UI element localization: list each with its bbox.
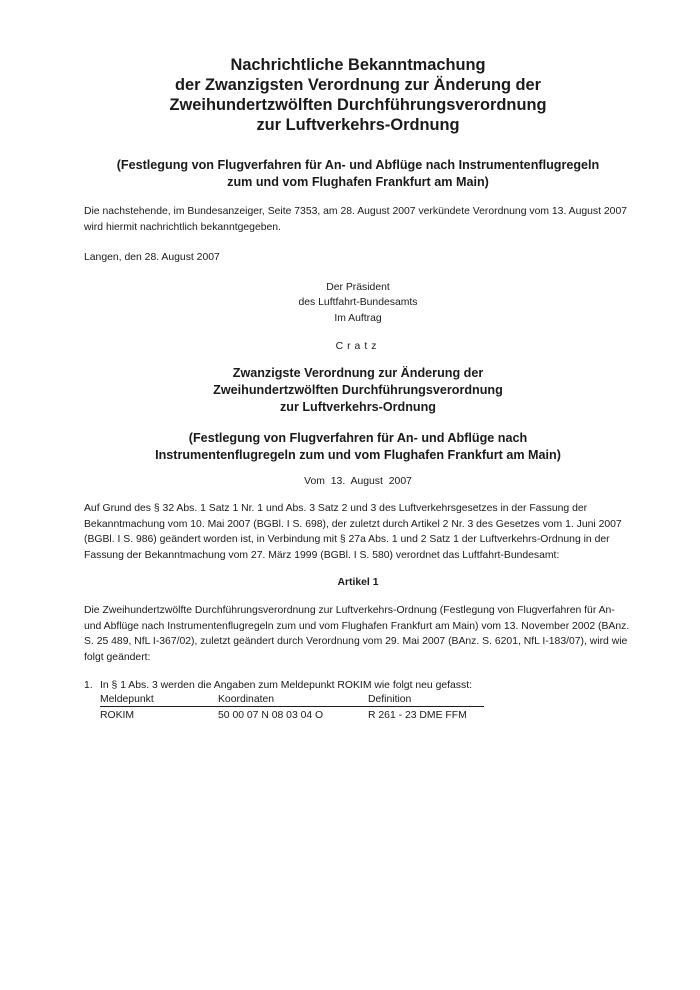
decree-title [84,365,632,416]
decree-title-line: zur Luftverkehrs-Ordnung [279,400,437,414]
signature-line: Der Präsident [326,281,390,293]
signature-line: des Luftfahrt-Bundesamts [298,297,418,308]
signature-line: Im Auftrag [334,312,382,324]
announcement-title [84,55,632,135]
preamble-paragraph: Auf Grund des § 32 Abs. 1 Satz 1 Nr. 1 und Abs. 3 Satz 2 und 3 des Luftverkehrsgesetzes in der Fassung der Bekanntmachung vom 10. Mai 2007 (BGBl. I S. 698), der zuletzt durch Artikel 2 Nr. 3 des Gesetzes vom 1. Juni 2007 (BGBl. I S. 986) geändert worden ist, in Verbindung mit § 27a Abs. 1 und 2 Satz 1 der Luftverkehrs-Ordnung in der Fassung der Bekanntmachung vom 27. März 1999 (BGBl. I S. 580) verordnet das Luftfahrt-Bundesamt: [84,503,622,561]
column-header-koordinaten: Koordinaten [218,693,368,707]
signer-name: Cratz [335,341,381,352]
decree-date: Vom 13. August 2007 [304,476,412,487]
announcement-title-line: Nachrichtliche Bekanntmachung [230,56,486,74]
cell-koordinaten: 50 00 07 N 08 03 04 O [218,710,324,721]
announcement-title-line: der Zwanzigsten Verordnung zur Änderung der [174,76,542,94]
decree-title-line: Zwanzigste Verordnung zur Änderung der [232,366,484,380]
place-date: Langen, den 28. August 2007 [84,252,220,263]
column-header-meldepunkt: Meldepunkt [100,693,218,707]
document-page [84,55,632,722]
intro-paragraph: Die nachstehende, im Bundesanzeiger, Seite 7353, am 28. August 2007 verkündete Verordnung vom 13. August 2007 wird hiermit nachrichtlich bekanntgegeben. [84,206,628,233]
announcement-subtitle-line: zum und vom Flughafen Frankfurt am Main) [227,175,489,189]
table-header-row [100,693,484,707]
announcement-title-line: Zweihundertzwölften Durchführungsverordnung [169,96,547,114]
list-item-body [100,679,632,722]
list-item [84,679,632,722]
decree-title-line: Zweihundertzwölften Durchführungsverordnung [213,383,503,397]
article-heading: Artikel 1 [337,577,379,588]
signature-block [84,280,632,327]
decree-subtitle-line: Instrumentenflugregeln zum und vom Flughafen Frankfurt am Main) [155,448,561,462]
column-header-definition: Definition [368,693,484,707]
reporting-point-table [100,693,484,722]
decree-subtitle-line: (Festlegung von Flugverfahren für An- und Abflüge nach [188,431,528,445]
announcement-subtitle [84,157,632,191]
announcement-subtitle-line: (Festlegung von Flugverfahren für An- und Abflüge nach Instrumentenflugregeln [116,158,600,172]
list-item-text: In § 1 Abs. 3 werden die Angaben zum Meldepunkt ROKIM wie folgt neu gefasst: [100,680,472,691]
cell-definition: R 261 - 23 DME FFM [368,710,467,721]
list-item-number: 1. [84,680,93,691]
cell-meldepunkt: ROKIM [100,710,135,721]
announcement-title-line: zur Luftverkehrs-Ordnung [256,116,460,134]
article-paragraph: Die Zweihundertzwölfte Durchführungsverordnung zur Luftverkehrs-Ordnung (Festlegung von Flugverfahren für An- und Abflüge nach Instrumentenflugregeln zum und vom Flughafen Frankfurt am Main) vom 13. November 2002 (BAnz. S. 25 489, NfL I-367/02), zuletzt geändert durch Verordnung vom 29. Mai 2007 (BAnz. S. 6201, NfL I-183/07), wird wie folgt geändert: [84,605,630,663]
decree-subtitle [84,430,632,464]
table-row [100,707,484,723]
